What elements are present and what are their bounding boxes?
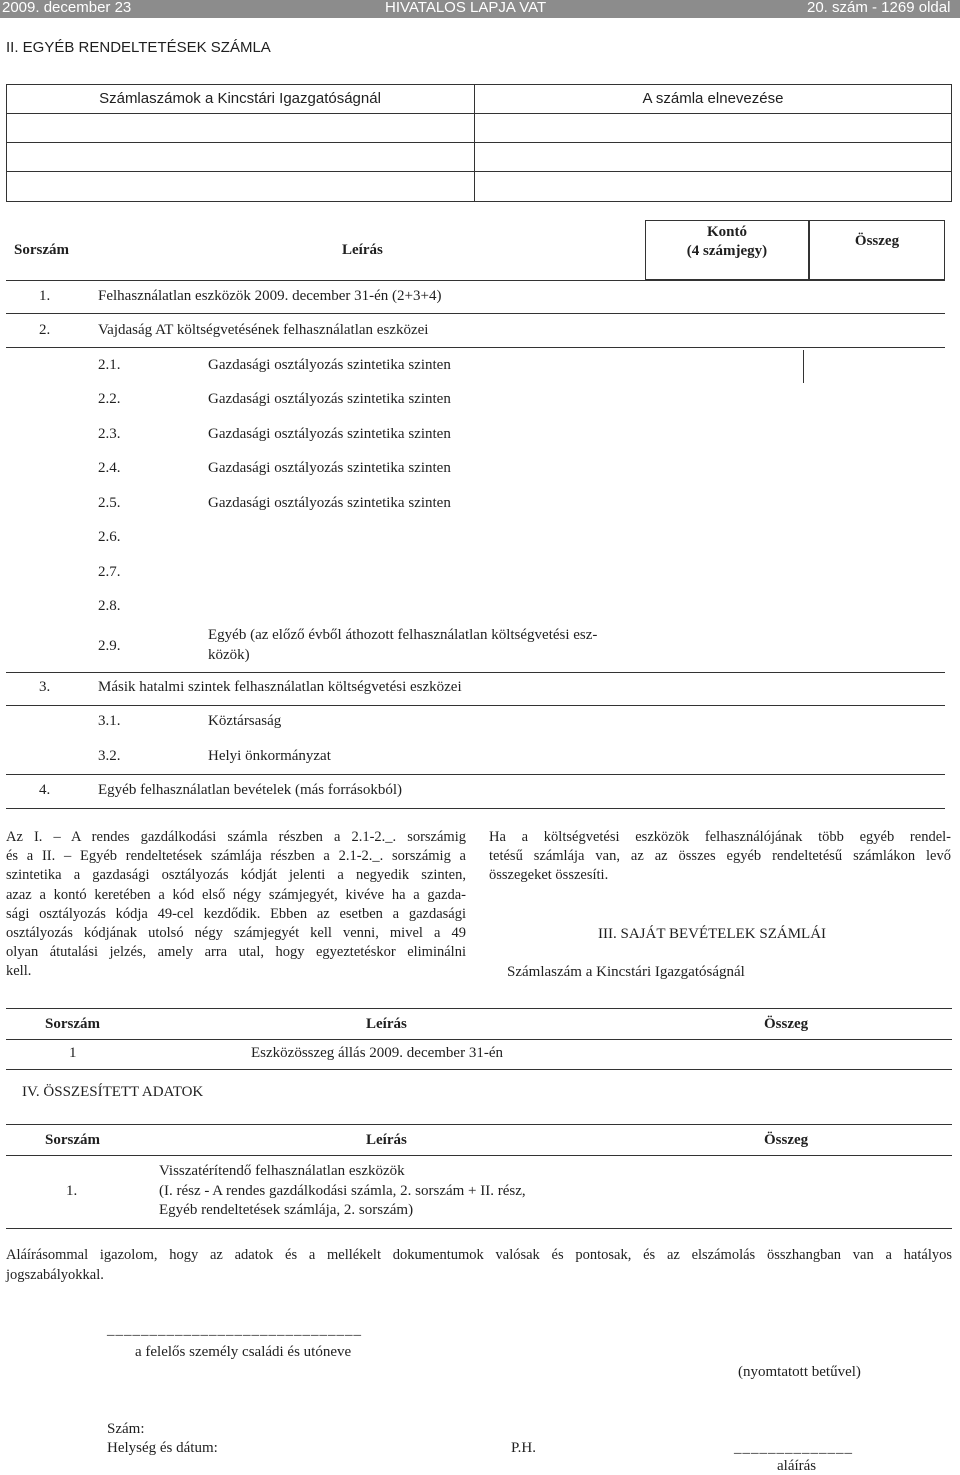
- section4-rule: [6, 1155, 952, 1156]
- section4-row-description-cont: Egyéb rendeltetések számlája, 2. sorszám): [159, 1202, 414, 1218]
- number-label: Szám:: [107, 1421, 145, 1437]
- note-line: sági osztályozás kódja 49-cel kezdődik. Ebben az esetben a gazdasági: [6, 905, 466, 922]
- section-title: II. EGYÉB RENDELTETÉSEK SZÁMLA: [6, 39, 271, 56]
- row-description: Felhasználatlan eszközök 2009. december 31-én (2+3+4): [98, 288, 442, 304]
- table-rule: [6, 280, 945, 281]
- account-table-rule: [6, 142, 952, 143]
- note-line: azaz a kontó keretében a kód első négy számjegyét, kivéve ha a gazda-: [6, 886, 466, 903]
- table-cell-divider: [803, 350, 804, 383]
- summary-note: [489, 828, 951, 886]
- section3-col-total: Összeg: [764, 1016, 809, 1032]
- account-col-header: Számlaszámok a Kincstári Igazgatóságnál: [99, 90, 381, 107]
- header-date: 2009. december 23: [2, 0, 132, 16]
- section3-row-number: 1: [69, 1045, 77, 1061]
- note-line: szintetika a gazdasági osztályozás kódját jelenti a negyedik szinten,: [6, 867, 466, 884]
- header-page: 20. szám - 1269 oldal: [807, 0, 951, 16]
- stamp-label: P.H.: [511, 1440, 537, 1456]
- section3-rule: [6, 1039, 952, 1040]
- name-underline: ______________________________: [107, 1322, 362, 1338]
- section3-row-description: Eszközösszeg állás 2009. december 31-én: [251, 1045, 503, 1061]
- note-line: Az I. – A rendes gazdálkodási számla részben a 2.1-2._. sorszámig: [6, 829, 466, 845]
- row-description: Gazdasági osztályozás szintetika szinten: [208, 495, 451, 511]
- row-description: Egyéb (az előző évből áthozott felhasználatlan költségvetési esz-: [208, 627, 598, 643]
- table-rule: [6, 347, 945, 348]
- certification-text: Aláírásommal igazolom, hogy az adatok és a mellékelt dokumentumok valósak és pontosak, és az elszámolás összhangban van a hatályos: [6, 1247, 952, 1263]
- section4-title: IV. ÖSSZESÍTETT ADATOK: [22, 1084, 204, 1100]
- signature-label: aláírás: [777, 1458, 817, 1474]
- name-col-header: A számla elnevezése: [642, 90, 784, 107]
- row-number: 3.2.: [98, 748, 121, 764]
- table-rule: [6, 705, 945, 706]
- row-number: 2.1.: [98, 357, 121, 373]
- row-description: Gazdasági osztályozás szintetika szinten: [208, 460, 451, 476]
- konto-label: Kontó: [706, 224, 747, 240]
- note-line: olyan átutalási jelzés, amely arra utal, hogy egyeztetéskor eliminálni: [6, 944, 466, 961]
- row-number: 2.5.: [98, 495, 121, 511]
- row-number: 2.: [39, 322, 51, 338]
- section4-col-total: Összeg: [764, 1132, 809, 1148]
- row-number: 2.9.: [98, 638, 121, 654]
- row-number: 1.: [39, 288, 51, 304]
- note-line: tetésű számlája van, az az összes egyéb rendeltetésű számlákon levő: [489, 848, 951, 865]
- section4-col-description: Leírás: [366, 1132, 407, 1148]
- total-header-cell: [809, 220, 945, 280]
- row-number: 2.6.: [98, 529, 121, 545]
- section4-row-description-cont: (I. rész - A rendes gazdálkodási számla, 2. sorszám + II. rész,: [159, 1183, 526, 1199]
- col-header-konto: [645, 223, 809, 261]
- section4-row-number: 1.: [66, 1183, 78, 1199]
- row-number: 2.2.: [98, 391, 121, 407]
- row-description: Vajdaság AT költségvetésének felhasználatlan eszközei: [98, 322, 429, 338]
- printed-label: (nyomtatott betűvel): [738, 1364, 861, 1380]
- row-number: 2.7.: [98, 564, 121, 580]
- section3-account-label: Számlaszám a Kincstári Igazgatóságnál: [507, 964, 745, 980]
- row-description: Gazdasági osztályozás szintetika szinten: [208, 357, 451, 373]
- note-line: osztályozás kódjának utolsó négy számjegyét kell venni, mivel a 49: [6, 925, 466, 942]
- section4-rule: [6, 1228, 952, 1229]
- row-number: 4.: [39, 782, 51, 798]
- table-rule: [6, 774, 945, 775]
- explanatory-note: [6, 828, 466, 982]
- row-number: 2.4.: [98, 460, 121, 476]
- account-table-rule: [6, 171, 952, 172]
- section3-rule: [6, 1008, 952, 1009]
- section4-row-description: Visszatérítendő felhasználatlan eszközök: [159, 1163, 405, 1179]
- certification-text-cont: jogszabályokkal.: [6, 1267, 104, 1283]
- section3-title: III. SAJÁT BEVÉTELEK SZÁMLÁI: [598, 926, 827, 942]
- row-description: Egyéb felhasználatlan bevételek (más forrásokból): [98, 782, 403, 798]
- konto-sublabel: (4 számjegy): [686, 243, 768, 259]
- page-header: [0, 0, 960, 18]
- table-rule: [6, 672, 945, 673]
- row-number: 2.3.: [98, 426, 121, 442]
- row-number: 2.8.: [98, 598, 121, 614]
- signature-underline: ______________: [734, 1440, 853, 1456]
- col-header-description: Leírás: [342, 242, 383, 258]
- account-table-rule: [6, 113, 952, 114]
- header-journal: HIVATALOS LAPJA VAT: [385, 0, 547, 16]
- row-description: Másik hatalmi szintek felhasználatlan költségvetési eszközei: [98, 679, 462, 695]
- note-line: és a II. – Egyéb rendeltetések számlája részben a 2.1-2._. sorszámig a: [6, 848, 466, 865]
- table-rule: [6, 808, 945, 809]
- row-number: 3.1.: [98, 713, 121, 729]
- row-number: 3.: [39, 679, 51, 695]
- section4-rule: [6, 1124, 952, 1125]
- note-line: összegeket összesíti.: [489, 867, 609, 884]
- section3-rule: [6, 1069, 952, 1070]
- name-label: a felelős személy családi és utóneve: [135, 1344, 352, 1360]
- note-line: Ha a költségvetési eszközök felhasználójának több egyéb rendel-: [489, 829, 951, 845]
- section4-col-number: Sorszám: [45, 1132, 100, 1148]
- place-date-label: Helység és dátum:: [107, 1440, 218, 1456]
- row-description-cont: közök): [208, 647, 250, 663]
- section3-col-number: Sorszám: [45, 1016, 100, 1032]
- row-description: Köztársaság: [208, 713, 282, 729]
- row-description: Helyi önkormányzat: [208, 748, 331, 764]
- table-rule: [6, 313, 945, 314]
- col-header-total: Összeg: [854, 233, 900, 249]
- note-line: kell.: [6, 963, 32, 980]
- row-description: Gazdasági osztályozás szintetika szinten: [208, 426, 451, 442]
- section3-col-description: Leírás: [366, 1016, 407, 1032]
- row-description: Gazdasági osztályozás szintetika szinten: [208, 391, 451, 407]
- col-header-number: Sorszám: [14, 242, 69, 258]
